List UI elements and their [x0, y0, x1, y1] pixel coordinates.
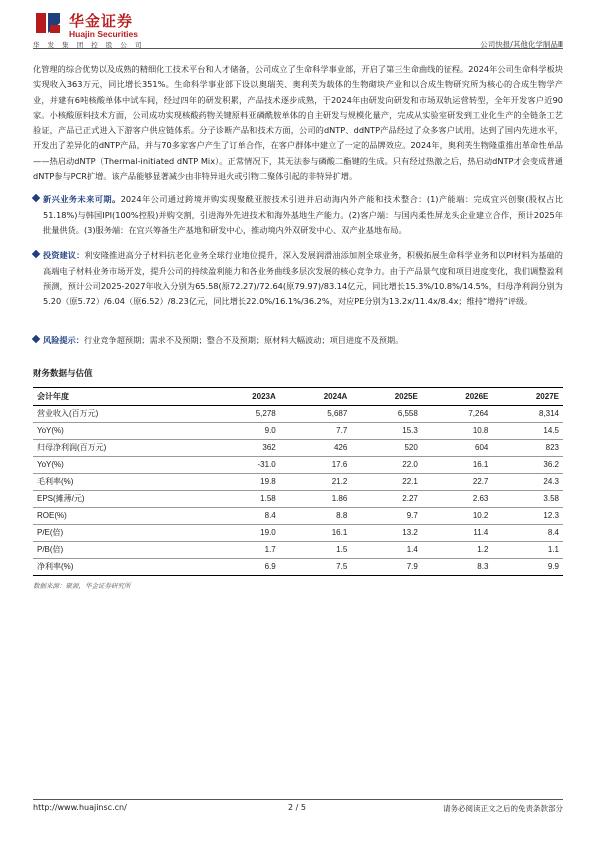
- table-cell: 9.7: [351, 507, 422, 524]
- table-header-row: [33, 387, 563, 405]
- table-cell: 19.0: [208, 524, 280, 541]
- table-row: [33, 422, 563, 439]
- table-cell: 7.9: [351, 558, 422, 575]
- row-label: 毛利率(%): [33, 473, 208, 490]
- table-row: [33, 439, 563, 456]
- table-cell: 5,278: [208, 405, 280, 422]
- table-cell: 21.2: [280, 473, 352, 490]
- bullet-icon: [32, 250, 40, 258]
- table-cell: 1.1: [492, 541, 563, 558]
- section-new-business: [33, 192, 563, 238]
- table-cell: 17.6: [280, 456, 352, 473]
- table-cell: 1.5: [280, 541, 352, 558]
- section-body: 2024年公司通过跨境并购实现聚酰亚胺技术引进并启动海内外产能和技术整合：(1)产能端：完成宜兴创聚(股权占比51.18%)与韩国IPI(100%控股)并购交割，引进海外先进技术和海外基地生产能力。(2)客户端：与国内柔性屏龙头企业建立合作，预计2025年批量供货。(3)服务端：在宜兴筹备生产基地和研发中心，推动境内外双研发中心、双产业基地布局。: [43, 194, 563, 235]
- table-row: [33, 507, 563, 524]
- financial-table: [33, 387, 563, 576]
- table-row: [33, 490, 563, 507]
- data-source-note: 数据来源：聚源，华金证券研究所: [33, 581, 131, 590]
- footer-url[interactable]: http://www.huajinsc.cn/: [33, 803, 127, 812]
- table-cell: 8.4: [492, 524, 563, 541]
- header-divider: [33, 48, 563, 49]
- table-cell: 10.8: [422, 422, 493, 439]
- column-header: 2027E: [492, 387, 563, 405]
- table-cell: 8.3: [422, 558, 493, 575]
- page-number: 2 / 5: [288, 803, 306, 812]
- table-cell: 7.5: [280, 558, 352, 575]
- table-cell: 36.2: [492, 456, 563, 473]
- column-header: 2025E: [351, 387, 422, 405]
- row-label: P/E(倍): [33, 524, 208, 541]
- table-cell: 19.8: [208, 473, 280, 490]
- table-cell: 1.7: [208, 541, 280, 558]
- section-risk: [33, 333, 563, 348]
- section-body: 利安隆推进高分子材料抗老化业务全球行业地位提升，深入发展润滑油添加剂全球业务，积极拓展生命科学业务和以PI材料为基础的高端电子材料业务市场开发，提升公司的持续盈利能力和各业务曲线多层次发展的核心竞争力。由于产品景气度和项目进度变化，我们调整盈利预测，预计公司2025-2027年收入分别为65.58(原72.27)/72.64(原79.97)/83.14亿元，同比增长15.3%/10.8%/14.5%，归母净利润分别为5.20（原5.72）/6.04（原6.52）/8.23亿元，同比增长22.0%/16.1%/36.2%，对应PE分别为13.2x/11.4x/8.4x；维持“增持”评级。: [43, 250, 563, 307]
- table-cell: 426: [280, 439, 352, 456]
- row-label: YoY(%): [33, 422, 208, 439]
- bullet-icon: [32, 194, 40, 202]
- table-cell: 22.0: [351, 456, 422, 473]
- page-header: [33, 8, 563, 48]
- logo-english-name: Huajin Securities: [69, 29, 138, 39]
- table-cell: 362: [208, 439, 280, 456]
- table-cell: 13.2: [351, 524, 422, 541]
- section-heading: 新兴业务未来可期。: [43, 194, 121, 205]
- section-heading: 风险提示：: [43, 335, 84, 346]
- section-heading: 投资建议：: [43, 250, 85, 261]
- table-row: [33, 541, 563, 558]
- row-label: 归母净利润(百万元): [33, 439, 208, 456]
- column-header: 2024A: [280, 387, 352, 405]
- table-row: [33, 405, 563, 422]
- table-cell: 6,558: [351, 405, 422, 422]
- logo-chinese-name: 华金证券: [69, 12, 134, 30]
- table-cell: 7.7: [280, 422, 352, 439]
- financial-table-title: 财务数据与估值: [33, 368, 93, 379]
- table-cell: 9.0: [208, 422, 280, 439]
- table-cell: 11.4: [422, 524, 493, 541]
- table-cell: 16.1: [422, 456, 493, 473]
- table-cell: 22.7: [422, 473, 493, 490]
- table-cell: 2.63: [422, 490, 493, 507]
- report-type: 公司快报/其他化学制品Ⅲ: [480, 40, 563, 49]
- main-content: [33, 62, 563, 590]
- table-cell: 520: [351, 439, 422, 456]
- table-cell: 2.27: [351, 490, 422, 507]
- table-cell: 8.4: [208, 507, 280, 524]
- section-body: 行业竞争超预期；需求不及预期；整合不及预期；原材料大幅波动；项目进度不及预期。: [83, 335, 404, 346]
- column-header: 2023A: [208, 387, 280, 405]
- table-cell: 1.58: [208, 490, 280, 507]
- footer-disclaimer: 请务必阅读正文之后的免责条款部分: [443, 804, 563, 813]
- logo-subtitle: 华 发 集 团 控 股 公 司: [33, 41, 145, 49]
- table-cell: 8.8: [280, 507, 352, 524]
- section-investment-advice: [33, 248, 563, 309]
- table-cell: 5,687: [280, 405, 352, 422]
- table-cell: 7,264: [422, 405, 493, 422]
- paragraph-life-science: 化管理的综合优势以及成熟的精细化工技术平台和人才储备，公司成立了生命科学事业部，开启了第三生命曲线的征程。2024年公司生命科学板块实现收入363万元，同比增长351%。生命科学事业部下设以奥瑞芙、奥利芙为载体的生物砌块产业和以合成生物研究所为核心的合成生物学产业，并建有6吨核酸单体中试车间，经过四年的研发积累，产品技术逐步成熟，于2024年由研发向研发和市场双轨运营转型，全年开发客户近90家。小核酸原料技术方面，公司成功实现核酸药物关键原料亚磷酰胺单体的自主研发与规模化量产，完成从实验室研发到工业化生产的全链条工艺验证，产品已正式进入下游客户供应链体系。分子诊断产品和技术方面，公司的dNTP、ddNTP产品经过了众多客户试用，达到了国内先进水平，开发出了差异化的dNTP产品，并与70多家客户产生了订单合作，在客户群体中建立了一定的品牌效应。2024年，奥利芙生物隆重推出革命性单品——热启动dNTP（Thermal-initiated dNTP Mix）。正常情况下，其无法参与磷酸二酯键的生成。只有经过热激之后，热启动dNTP才会变成普通dNTP参与PCR扩增。该产品能够显著减少由非特异退火或引物二聚体引起的非特异扩增。: [33, 64, 563, 182]
- row-label: 营业收入(百万元): [33, 405, 208, 422]
- table-cell: -31.0: [208, 456, 280, 473]
- footer-divider: [33, 799, 563, 800]
- bullet-icon: [32, 335, 40, 343]
- column-header: 会计年度: [33, 387, 208, 405]
- row-label: EPS(摊薄/元): [33, 490, 208, 507]
- table-cell: 604: [422, 439, 493, 456]
- row-label: P/B(倍): [33, 541, 208, 558]
- table-cell: 823: [492, 439, 563, 456]
- table-cell: 15.3: [351, 422, 422, 439]
- table-row: [33, 473, 563, 490]
- row-label: YoY(%): [33, 456, 208, 473]
- row-label: 净利率(%): [33, 558, 208, 575]
- table-cell: 1.86: [280, 490, 352, 507]
- table-row: [33, 524, 563, 541]
- table-cell: 24.3: [492, 473, 563, 490]
- table-cell: 8,314: [492, 405, 563, 422]
- table-cell: 10.2: [422, 507, 493, 524]
- table-cell: 16.1: [280, 524, 352, 541]
- table-cell: 12.3: [492, 507, 563, 524]
- table-cell: 9.9: [492, 558, 563, 575]
- table-row: [33, 456, 563, 473]
- column-header: 2026E: [422, 387, 493, 405]
- table-cell: 6.9: [208, 558, 280, 575]
- huajin-logo-icon: [33, 10, 63, 36]
- table-row: [33, 558, 563, 575]
- table-cell: 1.2: [422, 541, 493, 558]
- table-cell: 14.5: [492, 422, 563, 439]
- table-cell: 22.1: [351, 473, 422, 490]
- table-cell: 1.4: [351, 541, 422, 558]
- table-cell: 3.58: [492, 490, 563, 507]
- row-label: ROE(%): [33, 507, 208, 524]
